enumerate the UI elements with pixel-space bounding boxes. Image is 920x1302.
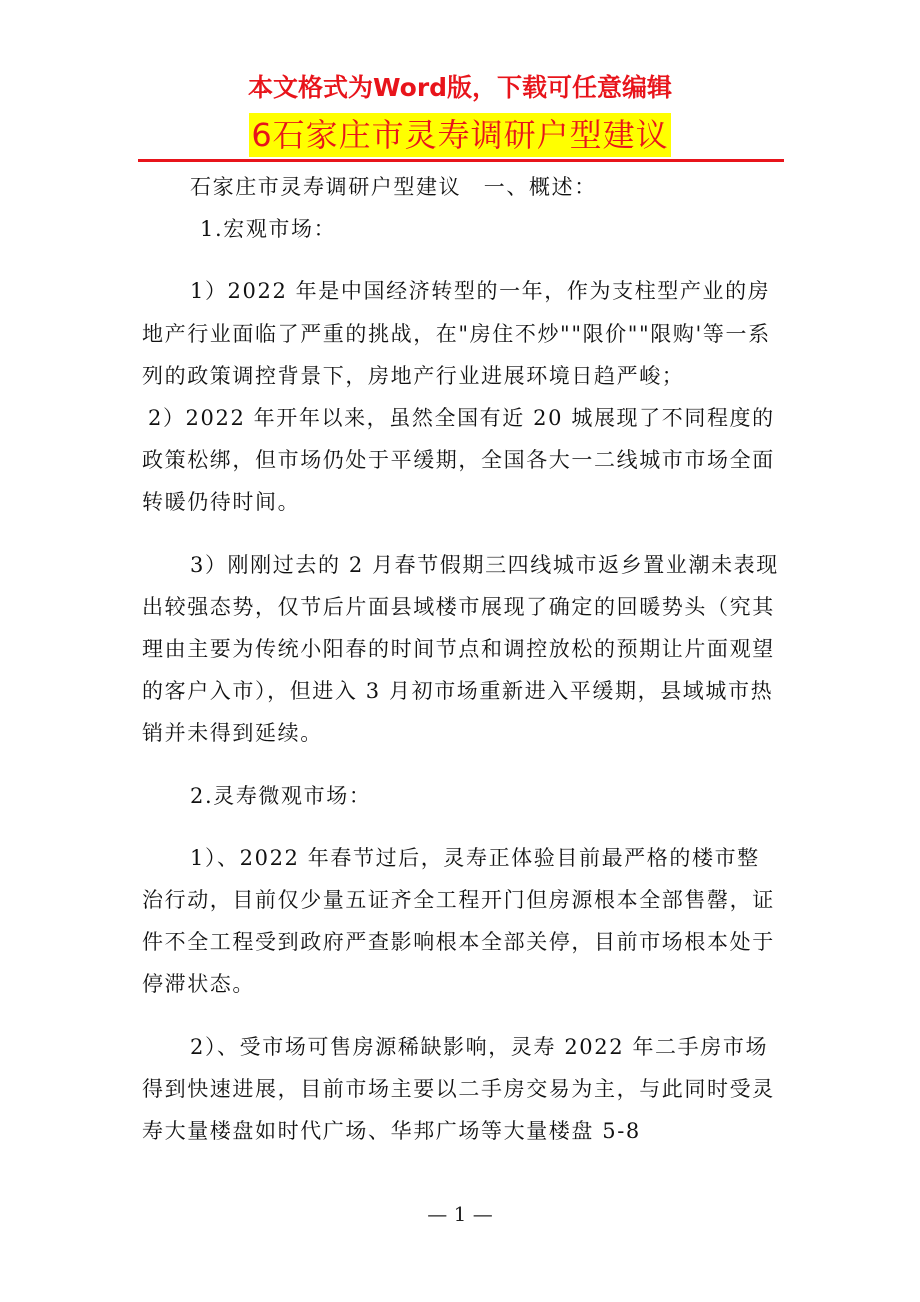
page-number: — 1 — — [427, 1202, 493, 1226]
title-container — [0, 113, 920, 157]
paragraph-macro-1: 1）2022 年是中国经济转型的一年，作为支柱型产业的房地产行业面临了严重的挑战，在"房住不炒""限价""限购'等一系列的政策调控背景下，房地产行业进展环境日趋严峻； — [142, 279, 771, 388]
paragraph-macro-3: 3）刚刚过去的 2 月春节假期三四线城市返乡置业潮未表现出较强态势，仅节后片面县域楼市展现了确定的回暖势头（究其理由主要为传统小阳春的时间节点和调控放松的预期让片面观望的客户入市），但进入 3 月初市场重新进入平缓期，县域城市热销并未得到延续。 — [142, 552, 779, 746]
document-body — [142, 166, 782, 1152]
heading-micro-market: 2.灵寿微观市场： — [190, 783, 372, 808]
document-title: 6石家庄市灵寿调研户型建议 — [249, 113, 670, 157]
heading-macro-market: 1.宏观市场： — [200, 217, 337, 242]
paragraph-micro-2: 2）、受市场可售房源稀缺影响，灵寿 2022 年二手房市场得到快速进展，目前市场主要以二手房交易为主，与此同时受灵寿大量楼盘如时代广场、华邦广场等大量楼盘 5-8 — [142, 1034, 775, 1144]
paragraph-micro-1: 1）、2022 年春节过后，灵寿正体验目前最严格的楼市整治行动，目前仅少量五证齐全工程开门但房源根本全部售罄，证件不全工程受到政府严查影响根本全部关停，目前市场根本处于停滞状态。 — [142, 845, 775, 997]
download-banner: 本文格式为Word版，下载可任意编辑 — [247, 73, 673, 102]
paragraph-macro-2: 2）2022 年开年以来，虽然全国有近 20 城展现了不同程度的政策松绑，但市场仍处于平缓期，全国各大一二线城市市场全面转暖仍待时间。 — [142, 406, 775, 515]
paragraph-intro: 石家庄市灵寿调研户型建议 一、概述： — [190, 175, 597, 199]
title-divider — [138, 159, 784, 162]
